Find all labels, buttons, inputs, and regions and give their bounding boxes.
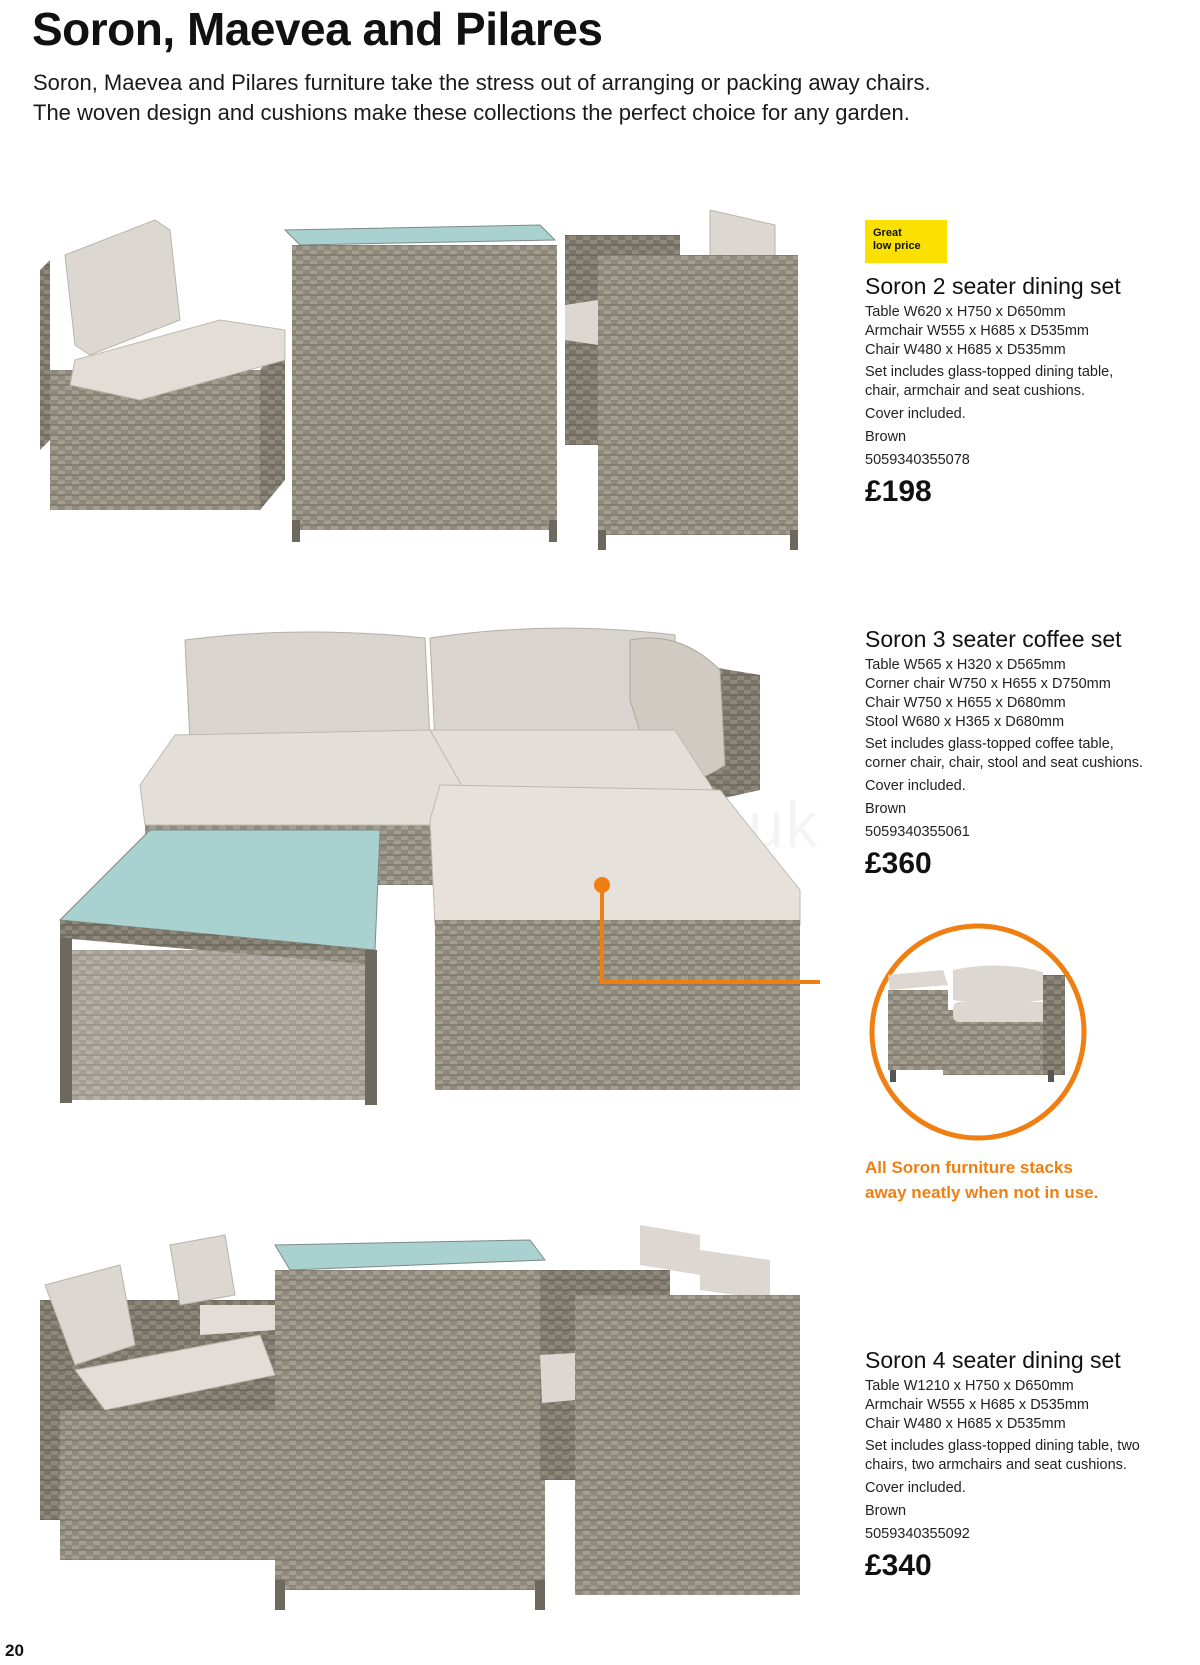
product-soron-3-seater-coffee [865,624,1200,882]
product-code: 5059340355061 [865,824,970,840]
photo-3-seater-coffee-set [30,620,820,1140]
description-line-2: corner chair, chair, stool and seat cushions. [865,755,1144,771]
colour: Brown [865,429,907,445]
intro-line-2: The woven design and cushions make these collections the perfect choice for any garden. [33,100,910,125]
photo-4-seater-dining-set [30,1225,820,1620]
description-line-1: Set includes glass-topped dining table, [865,364,1114,380]
stacking-note-line-1: All Soron furniture stacks [865,1158,1073,1177]
product-name: Soron 4 seater dining set [865,1347,1121,1373]
spec-corner-chair: Corner chair W750 x H655 x D750mm [865,676,1111,692]
spec-table: Table W620 x H750 x D650mm [865,304,1066,320]
intro-text [33,68,1153,128]
spec-chair: Chair W480 x H685 x D535mm [865,1416,1066,1432]
spec-chair: Chair W480 x H685 x D535mm [865,342,1066,358]
spec-armchair: Armchair W555 x H685 x D535mm [865,1397,1090,1413]
price: £360 [865,847,932,880]
colour: Brown [865,801,907,817]
cover-note: Cover included. [865,778,966,794]
description-line-2: chair, armchair and seat cushions. [865,383,1086,399]
page-title: Soron, Maevea and Pilares [32,3,603,55]
stacking-note [865,1155,1185,1205]
spec-table: Table W565 x H320 x D565mm [865,657,1066,673]
cover-note: Cover included. [865,406,966,422]
price: £198 [865,475,932,508]
product-name: Soron 2 seater dining set [865,273,1121,299]
photo-2-seater-dining-set [30,210,820,555]
colour: Brown [865,1503,907,1519]
spec-armchair: Armchair W555 x H685 x D535mm [865,323,1090,339]
price: £340 [865,1549,932,1582]
great-low-price-badge [865,220,947,263]
product-soron-4-seater [865,1345,1200,1584]
description-line-2: chairs, two armchairs and seat cushions. [865,1457,1127,1473]
stacking-inset-circle [858,920,1098,1145]
spec-chair: Chair W750 x H655 x D680mm [865,695,1066,711]
spec-table: Table W1210 x H750 x D650mm [865,1378,1074,1394]
badge-line-2: low price [873,240,921,252]
product-code: 5059340355092 [865,1526,970,1542]
badge-line-1: Great [873,227,902,239]
stacking-note-line-2: away neatly when not in use. [865,1183,1099,1202]
product-name: Soron 3 seater coffee set [865,626,1122,652]
cover-note: Cover included. [865,1480,966,1496]
description-line-1: Set includes glass-topped coffee table, [865,736,1114,752]
spec-stool: Stool W680 x H365 x D680mm [865,714,1065,730]
description-line-1: Set includes glass-topped dining table, two [865,1438,1140,1454]
page-number: 20 [5,1641,24,1660]
product-code: 5059340355078 [865,452,970,468]
product-soron-2-seater [865,220,1200,510]
intro-line-1: Soron, Maevea and Pilares furniture take the stress out of arranging or packing away chairs. [33,70,931,95]
